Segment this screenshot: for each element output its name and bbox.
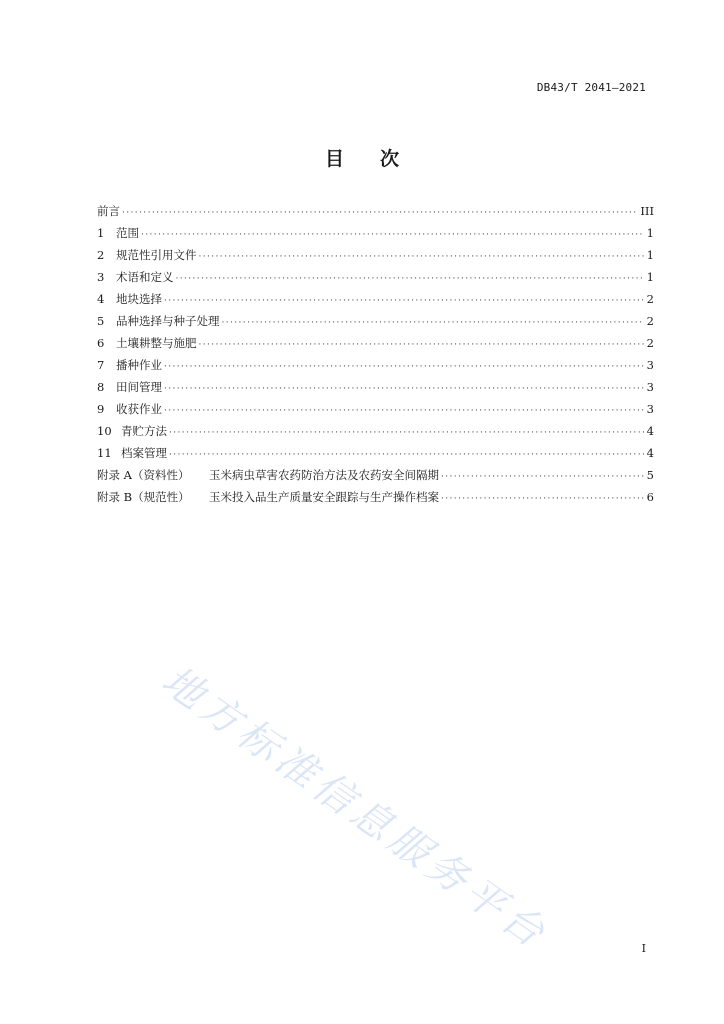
- toc-entry-page: 4: [646, 446, 654, 460]
- toc-entry[interactable]: [97, 269, 654, 291]
- toc-entry[interactable]: [97, 203, 654, 225]
- toc-entry-label: 规范性引用文件: [116, 248, 197, 262]
- toc-entry-label: 地块选择: [116, 292, 162, 306]
- toc-entry-number: 3: [97, 270, 105, 284]
- toc-entry[interactable]: [97, 335, 654, 357]
- toc-entry-page: 2: [646, 336, 654, 350]
- toc-entry[interactable]: [97, 225, 654, 247]
- document-code: DB43/T 2041—2021: [536, 81, 646, 94]
- toc-entry[interactable]: [97, 357, 654, 379]
- toc-entry-label: 品种选择与种子处理: [116, 314, 220, 328]
- toc-leader-dots: [176, 274, 645, 284]
- toc-entry-page: 2: [646, 292, 654, 306]
- toc-entry-label: 术语和定义: [116, 270, 174, 284]
- toc-entry-label: 玉米投入品生产质量安全跟踪与生产操作档案: [209, 490, 439, 504]
- toc-entry-page: 1: [646, 270, 654, 284]
- toc-entry-label: 田间管理: [116, 380, 162, 394]
- page-title: 目次: [324, 148, 435, 170]
- page-number: I: [641, 942, 646, 955]
- toc-entry[interactable]: [97, 489, 654, 511]
- toc-entry-label: 范围: [116, 226, 139, 240]
- toc-leader-dots: [141, 230, 644, 240]
- toc-leader-dots: [169, 428, 644, 438]
- toc-entry-page: 1: [646, 248, 654, 262]
- toc-entry-number: 7: [97, 358, 105, 372]
- toc-entry-page: 2: [646, 314, 654, 328]
- toc-entry[interactable]: [97, 401, 654, 423]
- toc-entry-number: 4: [97, 292, 105, 306]
- toc-entry-label: 档案管理: [121, 446, 167, 460]
- toc-entry-label: 播种作业: [116, 358, 162, 372]
- toc-leader-dots: [199, 252, 645, 262]
- toc-entry-page: 4: [646, 424, 654, 438]
- toc-entry-label: 收获作业: [116, 402, 162, 416]
- toc-leader-dots: [222, 318, 645, 328]
- toc-entry-number: 附录 A（资料性）: [97, 468, 190, 482]
- toc-entry-number: 6: [97, 336, 105, 350]
- toc-entry-label: 青贮方法: [121, 424, 167, 438]
- toc-leader-dots: [164, 362, 644, 372]
- toc-entry[interactable]: [97, 379, 654, 401]
- toc-entry-page: 6: [646, 490, 654, 504]
- toc-entry-label: 土壤耕整与施肥: [116, 336, 197, 350]
- toc-entry[interactable]: [97, 445, 654, 467]
- toc-entry-number: 11: [97, 446, 112, 460]
- toc-leader-dots: [164, 296, 644, 306]
- toc-leader-dots: [441, 494, 644, 504]
- toc-entry-number: 5: [97, 314, 105, 328]
- toc-entry-page: 3: [646, 380, 654, 394]
- toc-entry-page: 3: [646, 358, 654, 372]
- table-of-contents: [97, 203, 654, 511]
- toc-entry[interactable]: [97, 423, 654, 445]
- toc-entry[interactable]: [97, 291, 654, 313]
- toc-entry-number: 附录 B（规范性）: [97, 490, 190, 504]
- toc-entry-page: 1: [646, 226, 654, 240]
- toc-entry-page: 5: [646, 468, 654, 482]
- toc-entry-number: 10: [97, 424, 112, 438]
- toc-entry-label: 前言: [97, 204, 120, 218]
- watermark-text: 地方标准信息服务平台: [153, 657, 557, 959]
- toc-entry[interactable]: [97, 313, 654, 335]
- toc-leader-dots: [164, 406, 644, 416]
- toc-leader-dots: [441, 472, 644, 482]
- toc-leader-dots: [169, 450, 644, 460]
- toc-entry[interactable]: [97, 467, 654, 489]
- toc-entry-page: III: [640, 204, 654, 218]
- toc-entry-number: 9: [97, 402, 105, 416]
- toc-entry-label: 玉米病虫草害农药防治方法及农药安全间隔期: [209, 468, 439, 482]
- toc-leader-dots: [199, 340, 645, 350]
- toc-entry[interactable]: [97, 247, 654, 269]
- toc-leader-dots: [122, 208, 638, 218]
- toc-leader-dots: [164, 384, 644, 394]
- toc-entry-number: 1: [97, 226, 105, 240]
- toc-entry-number: 2: [97, 248, 105, 262]
- toc-entry-page: 3: [646, 402, 654, 416]
- toc-entry-number: 8: [97, 380, 105, 394]
